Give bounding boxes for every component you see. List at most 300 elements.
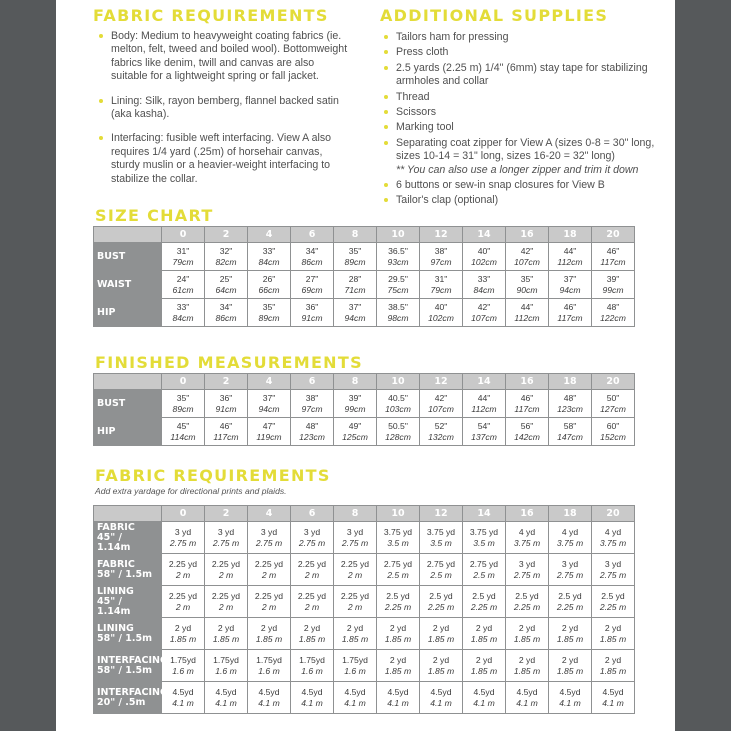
row-label-text: HIP	[97, 425, 116, 437]
metric-value: 2.75 m	[341, 537, 369, 548]
corner-cell	[94, 506, 161, 521]
finished-measurements-table	[93, 373, 635, 446]
imperial-value: 36"	[219, 393, 233, 403]
row-label	[94, 522, 161, 553]
table-row	[94, 554, 634, 585]
metric-value: 1.85 m	[212, 633, 240, 644]
imperial-value: 2 yd	[518, 655, 536, 665]
imperial-value: 2 yd	[604, 623, 622, 633]
metric-value: 79cm	[172, 256, 194, 267]
imperial-value: 60"	[606, 421, 620, 431]
table-cell	[463, 554, 505, 585]
metric-value: 93cm	[387, 256, 409, 267]
imperial-value: 37"	[348, 302, 362, 312]
metric-value: 69cm	[301, 284, 323, 295]
table-cell	[248, 418, 290, 445]
pattern-page	[56, 0, 675, 731]
table-cell	[463, 299, 505, 326]
table-cell	[463, 682, 505, 713]
table-cell	[506, 243, 548, 270]
table-cell	[463, 418, 505, 445]
imperial-value: 50.5"	[388, 421, 408, 431]
row-label-sub: 20" / .5m	[97, 696, 146, 708]
imperial-value: 2 yd	[561, 623, 579, 633]
table-cell	[463, 390, 505, 417]
metric-value: 1.85 m	[556, 665, 584, 676]
metric-value: 2.25 m	[470, 601, 498, 612]
metric-value: 66cm	[258, 284, 280, 295]
imperial-value: 33"	[477, 274, 491, 284]
imperial-value: 2 yd	[174, 623, 192, 633]
metric-value: 123cm	[557, 403, 583, 414]
imperial-value: 40.5"	[388, 393, 408, 403]
imperial-value: 2.25 yd	[211, 559, 241, 569]
imperial-value: 2 yd	[303, 623, 321, 633]
table-cell	[549, 299, 591, 326]
metric-value: 3.5 m	[473, 537, 495, 548]
metric-value: 91cm	[301, 312, 323, 323]
table-cell	[162, 650, 204, 681]
metric-value: 97cm	[301, 403, 323, 414]
metric-value: 114cm	[170, 431, 196, 442]
table-cell	[205, 554, 247, 585]
table-cell	[549, 618, 591, 649]
imperial-value: 2 yd	[518, 623, 536, 633]
metric-value: 119cm	[256, 431, 282, 442]
imperial-value: 29.5"	[388, 274, 408, 284]
imperial-value: 1.75yd	[342, 655, 368, 665]
table-row	[94, 418, 634, 445]
imperial-value: 31"	[434, 274, 448, 284]
table-cell	[291, 650, 333, 681]
imperial-value: 35"	[348, 246, 362, 256]
size-header: 10	[377, 227, 419, 242]
table-cell	[592, 299, 634, 326]
size-header: 6	[291, 227, 333, 242]
table-cell	[549, 650, 591, 681]
size-header: 0	[162, 227, 204, 242]
row-label-text: FABRIC	[97, 521, 135, 533]
size-chart-heading: SIZE CHART	[95, 206, 214, 225]
table-cell	[291, 418, 333, 445]
imperial-value: 4 yd	[604, 527, 622, 537]
row-label	[94, 299, 161, 326]
table-cell	[377, 243, 419, 270]
metric-value: 3.75 m	[556, 537, 584, 548]
size-header: 12	[420, 374, 462, 389]
table-row	[94, 522, 634, 553]
imperial-value: 34"	[219, 302, 233, 312]
imperial-value: 42"	[434, 393, 448, 403]
imperial-value: 2 yd	[389, 623, 407, 633]
metric-value: 4.1 m	[559, 697, 581, 708]
size-header: 2	[205, 374, 247, 389]
table-cell	[334, 586, 376, 617]
row-label-text: LINING	[97, 585, 134, 597]
imperial-value: 24"	[176, 274, 190, 284]
metric-value: 1.85 m	[513, 665, 541, 676]
metric-value: 112cm	[557, 256, 583, 267]
table-row	[94, 650, 634, 681]
imperial-value: 2.75 yd	[426, 559, 456, 569]
imperial-value: 35"	[262, 302, 276, 312]
imperial-value: 4.5yd	[602, 687, 624, 697]
metric-value: 97cm	[430, 256, 452, 267]
table-cell	[162, 418, 204, 445]
metric-value: 1.85 m	[427, 665, 455, 676]
imperial-value: 2.5 yd	[515, 591, 539, 601]
table-cell	[506, 390, 548, 417]
table-cell	[377, 271, 419, 298]
imperial-value: 48"	[305, 421, 319, 431]
table-cell	[592, 390, 634, 417]
metric-value: 112cm	[514, 312, 540, 323]
table-cell	[463, 650, 505, 681]
imperial-value: 44"	[477, 393, 491, 403]
imperial-value: 2.5 yd	[429, 591, 453, 601]
imperial-value: 3.75 yd	[383, 527, 413, 537]
metric-value: 112cm	[471, 403, 497, 414]
imperial-value: 40"	[434, 302, 448, 312]
imperial-value: 4 yd	[518, 527, 536, 537]
metric-value: 2 m	[304, 569, 320, 580]
table-row	[94, 299, 634, 326]
imperial-value: 2.5 yd	[386, 591, 410, 601]
metric-value: 4.1 m	[473, 697, 495, 708]
imperial-value: 2 yd	[432, 655, 450, 665]
row-label	[94, 243, 161, 270]
metric-value: 90cm	[516, 284, 538, 295]
table-cell	[162, 243, 204, 270]
table-cell	[549, 554, 591, 585]
metric-value: 152cm	[600, 431, 626, 442]
imperial-value: 46"	[219, 421, 233, 431]
metric-value: 61cm	[172, 284, 194, 295]
zipper-note: ** You can also use a longer zipper and trim it down	[396, 163, 639, 176]
metric-value: 4.1 m	[215, 697, 237, 708]
additional-supplies-list	[382, 31, 662, 208]
imperial-value: 42"	[477, 302, 491, 312]
table-cell	[506, 299, 548, 326]
metric-value: 2.5 m	[387, 569, 409, 580]
metric-value: 147cm	[557, 431, 583, 442]
imperial-value: 4.5yd	[301, 687, 323, 697]
imperial-value: 35"	[176, 393, 190, 403]
metric-value: 1.85 m	[169, 633, 197, 644]
table-cell	[248, 390, 290, 417]
table-cell	[420, 390, 462, 417]
list-item	[97, 95, 352, 122]
metric-value: 4.1 m	[172, 697, 194, 708]
imperial-value: 54"	[477, 421, 491, 431]
table-row	[94, 243, 634, 270]
list-item-text: Body: Medium to heavyweight coating fabrics (ie. melton, felt, tweed and boiled wool). Bottomweight fabrics like denim, twill and canvas are also suitable for a lightweight spring or fall jacket.	[111, 30, 348, 83]
metric-value: 2.75 m	[513, 569, 541, 580]
list-item	[382, 106, 662, 119]
table-cell	[205, 390, 247, 417]
table-cell	[205, 271, 247, 298]
table-cell	[248, 682, 290, 713]
metric-value: 98cm	[387, 312, 409, 323]
table-cell	[549, 682, 591, 713]
table-cell	[420, 586, 462, 617]
table-cell	[549, 271, 591, 298]
table-cell	[248, 243, 290, 270]
imperial-value: 4.5yd	[430, 687, 452, 697]
size-header: 6	[291, 506, 333, 521]
metric-value: 125cm	[342, 431, 368, 442]
imperial-value: 40"	[477, 246, 491, 256]
metric-value: 1.6 m	[344, 665, 366, 676]
table-cell	[420, 554, 462, 585]
metric-value: 2.5 m	[430, 569, 452, 580]
metric-value: 94cm	[344, 312, 366, 323]
metric-value: 2 m	[347, 601, 363, 612]
imperial-value: 44"	[563, 246, 577, 256]
table-cell	[420, 650, 462, 681]
imperial-value: 37"	[262, 393, 276, 403]
list-item	[382, 179, 662, 192]
imperial-value: 52"	[434, 421, 448, 431]
metric-value: 2.25 m	[513, 601, 541, 612]
size-header: 14	[463, 506, 505, 521]
metric-value: 79cm	[430, 284, 452, 295]
table-cell	[420, 618, 462, 649]
table-cell	[205, 650, 247, 681]
imperial-value: 2.25 yd	[254, 559, 284, 569]
row-label-text: BUST	[97, 397, 126, 409]
table-cell	[592, 522, 634, 553]
table-cell	[334, 390, 376, 417]
metric-value: 75cm	[387, 284, 409, 295]
row-label	[94, 390, 161, 417]
metric-value: 117cm	[600, 256, 626, 267]
imperial-value: 2 yd	[217, 623, 235, 633]
fabric-requirements-list	[97, 30, 352, 186]
table-cell	[291, 271, 333, 298]
size-chart-table	[93, 226, 635, 327]
table-cell	[248, 522, 290, 553]
table-cell	[463, 586, 505, 617]
size-header: 4	[248, 227, 290, 242]
metric-value: 3.75 m	[599, 537, 627, 548]
metric-value: 94cm	[258, 403, 280, 414]
size-header: 16	[506, 227, 548, 242]
metric-value: 1.6 m	[215, 665, 237, 676]
size-header: 4	[248, 506, 290, 521]
metric-value: 64cm	[215, 284, 237, 295]
metric-value: 2.75 m	[599, 569, 627, 580]
size-header: 18	[549, 506, 591, 521]
imperial-value: 4.5yd	[215, 687, 237, 697]
metric-value: 1.85 m	[599, 665, 627, 676]
metric-value: 89cm	[344, 256, 366, 267]
imperial-value: 39"	[348, 393, 362, 403]
size-header: 10	[377, 506, 419, 521]
table-cell	[334, 299, 376, 326]
table-cell	[162, 682, 204, 713]
table-cell	[291, 243, 333, 270]
table-cell	[377, 618, 419, 649]
metric-value: 2.25 m	[427, 601, 455, 612]
header-row	[94, 227, 634, 242]
row-label	[94, 586, 161, 617]
imperial-value: 2.25 yd	[168, 591, 198, 601]
table-row	[94, 618, 634, 649]
imperial-value: 4.5yd	[516, 687, 538, 697]
size-header: 16	[506, 506, 548, 521]
size-header: 8	[334, 506, 376, 521]
metric-value: 1.85 m	[298, 633, 326, 644]
table-cell	[463, 271, 505, 298]
metric-value: 1.85 m	[427, 633, 455, 644]
fabric-requirements-table	[93, 505, 635, 714]
metric-value: 1.85 m	[513, 633, 541, 644]
metric-value: 2 m	[347, 569, 363, 580]
imperial-value: 44"	[520, 302, 534, 312]
imperial-value: 2.5 yd	[558, 591, 582, 601]
imperial-value: 1.75yd	[299, 655, 325, 665]
metric-value: 117cm	[514, 403, 540, 414]
table-cell	[592, 586, 634, 617]
metric-value: 2.75 m	[212, 537, 240, 548]
imperial-value: 3 yd	[561, 559, 579, 569]
table-cell	[248, 299, 290, 326]
table-cell	[592, 418, 634, 445]
metric-value: 132cm	[428, 431, 454, 442]
metric-value: 2 m	[261, 601, 277, 612]
imperial-value: 36"	[305, 302, 319, 312]
metric-value: 1.6 m	[301, 665, 323, 676]
additional-supplies-heading: ADDITIONAL SUPPLIES	[380, 6, 609, 25]
table-cell	[291, 682, 333, 713]
list-item-text: Separating coat zipper for View A (sizes 0-8 = 30" long, sizes 10-14 = 31" long, sizes 16-20 = 32" long)	[396, 136, 655, 163]
size-header: 18	[549, 374, 591, 389]
table-cell	[377, 390, 419, 417]
imperial-value: 26"	[262, 274, 276, 284]
table-cell	[549, 390, 591, 417]
metric-value: 1.85 m	[470, 665, 498, 676]
imperial-value: 33"	[262, 246, 276, 256]
imperial-value: 2.5 yd	[601, 591, 625, 601]
fabric-requirements-heading: FABRIC REQUIREMENTS	[93, 6, 329, 25]
metric-value: 84cm	[172, 312, 194, 323]
size-header: 6	[291, 374, 333, 389]
size-header: 20	[592, 506, 634, 521]
table-row	[94, 390, 634, 417]
metric-value: 137cm	[471, 431, 497, 442]
metric-value: 86cm	[215, 312, 237, 323]
list-item-text: Tailor's clap (optional)	[396, 194, 499, 207]
row-label	[94, 650, 168, 681]
row-label	[94, 618, 161, 649]
metric-value: 107cm	[428, 403, 454, 414]
metric-value: 117cm	[213, 431, 239, 442]
imperial-value: 2 yd	[475, 623, 493, 633]
metric-value: 1.6 m	[172, 665, 194, 676]
imperial-value: 2.25 yd	[297, 591, 327, 601]
metric-value: 2 m	[175, 569, 191, 580]
size-header: 16	[506, 374, 548, 389]
imperial-value: 1.75yd	[256, 655, 282, 665]
table-cell	[506, 650, 548, 681]
table-row	[94, 682, 634, 713]
metric-value: 1.85 m	[599, 633, 627, 644]
metric-value: 2.75 m	[169, 537, 197, 548]
table-cell	[334, 554, 376, 585]
table-cell	[205, 682, 247, 713]
fabric-requirements-table-heading: FABRIC REQUIREMENTS	[95, 466, 331, 485]
metric-value: 107cm	[514, 256, 540, 267]
size-header: 2	[205, 506, 247, 521]
table-cell	[420, 682, 462, 713]
metric-value: 1.85 m	[255, 633, 283, 644]
imperial-value: 2.25 yd	[340, 591, 370, 601]
table-cell	[549, 522, 591, 553]
metric-value: 102cm	[428, 312, 454, 323]
table-cell	[549, 418, 591, 445]
imperial-value: 3 yd	[217, 527, 235, 537]
imperial-value: 3 yd	[303, 527, 321, 537]
row-label-sub: 45" / 1.14m	[97, 595, 131, 617]
imperial-value: 46"	[520, 393, 534, 403]
table-cell	[420, 271, 462, 298]
imperial-value: 3.75 yd	[426, 527, 456, 537]
table-cell	[291, 554, 333, 585]
imperial-value: 2.75 yd	[469, 559, 499, 569]
metric-value: 4.1 m	[344, 697, 366, 708]
metric-value: 1.85 m	[384, 633, 412, 644]
imperial-value: 39"	[606, 274, 620, 284]
metric-value: 4.1 m	[301, 697, 323, 708]
table-cell	[506, 271, 548, 298]
table-cell	[248, 554, 290, 585]
table-cell	[248, 650, 290, 681]
imperial-value: 3 yd	[604, 559, 622, 569]
imperial-value: 2 yd	[561, 655, 579, 665]
table-cell	[205, 418, 247, 445]
imperial-value: 58"	[563, 421, 577, 431]
metric-value: 2.75 m	[298, 537, 326, 548]
table-cell	[506, 418, 548, 445]
list-item-text: Thread	[396, 90, 430, 103]
metric-value: 1.85 m	[384, 665, 412, 676]
table-cell	[506, 682, 548, 713]
imperial-value: 2.5 yd	[472, 591, 496, 601]
table-cell	[291, 390, 333, 417]
size-header: 12	[420, 506, 462, 521]
header-row	[94, 374, 634, 389]
table-cell	[162, 390, 204, 417]
imperial-value: 47"	[262, 421, 276, 431]
metric-value: 3.75 m	[513, 537, 541, 548]
list-item	[382, 121, 662, 134]
metric-value: 142cm	[514, 431, 540, 442]
metric-value: 128cm	[385, 431, 411, 442]
list-item	[382, 194, 662, 207]
table-cell	[334, 618, 376, 649]
imperial-value: 45"	[176, 421, 190, 431]
row-label	[94, 271, 161, 298]
metric-value: 91cm	[215, 403, 237, 414]
metric-value: 4.1 m	[258, 697, 280, 708]
imperial-value: 34"	[305, 246, 319, 256]
imperial-value: 3 yd	[260, 527, 278, 537]
row-label-sub: 58" / 1.5m	[97, 632, 152, 644]
imperial-value: 4 yd	[561, 527, 579, 537]
imperial-value: 4.5yd	[258, 687, 280, 697]
table-cell	[334, 650, 376, 681]
